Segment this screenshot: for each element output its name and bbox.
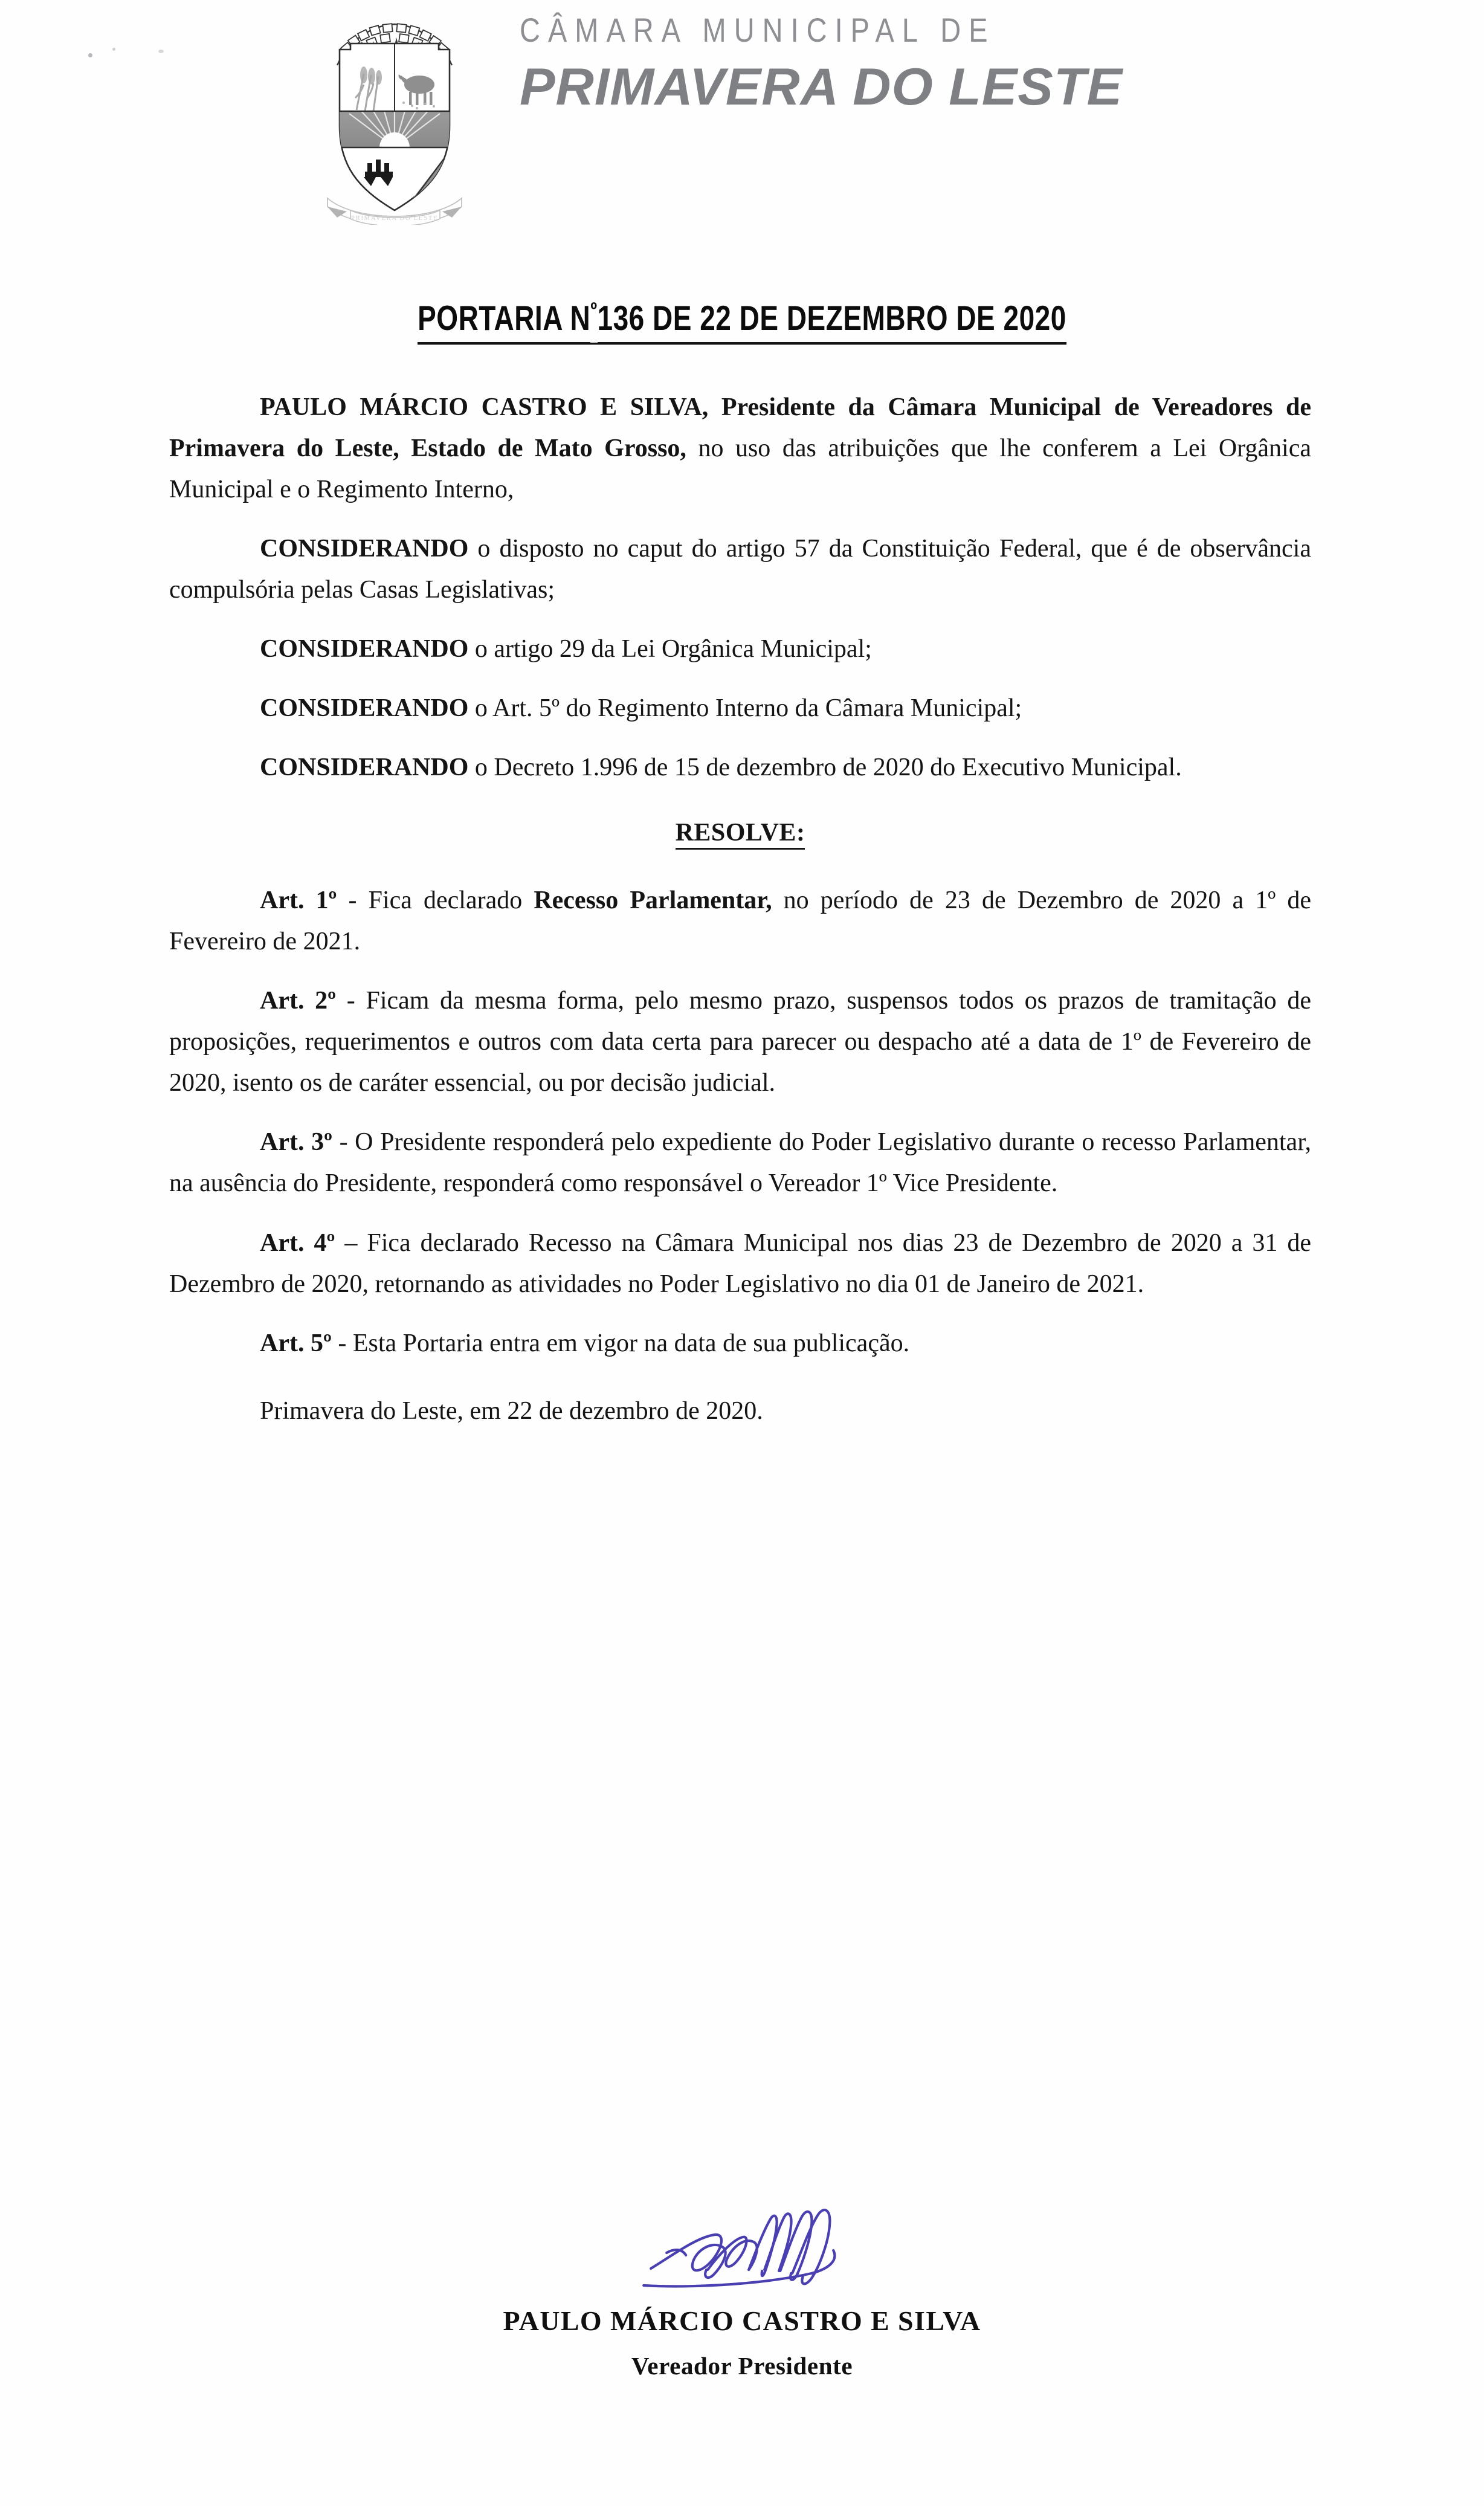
article-paragraph-4 (169, 1222, 1311, 1305)
preamble-rest: no uso das atribuições que lhe conferem a Lei Orgânica Municipal e o Regimento Interno, (169, 434, 1311, 504)
article-paragraph-1 (169, 880, 1311, 962)
signatory-role: Vereador Presidente (631, 2352, 853, 2380)
title-prefix: PORTARIA N (418, 297, 590, 344)
document-title-text (418, 297, 1066, 344)
article-label: Art. 2º (260, 987, 337, 1015)
article-label: Art. 4º (260, 1229, 335, 1257)
article-label: Art. 5º (260, 1329, 332, 1357)
article-label: Art. 1º (260, 886, 337, 915)
considerando-label: CONSIDERANDO (260, 635, 469, 664)
article-lead: - O Presidente responderá pelo expediente do Poder Legislativo durante o recesso Parlamentar, na ausência do Presidente, responderá como responsável o Vereador 1º Vice Presidente. (169, 1128, 1311, 1198)
article-emphasis: Recesso Parlamentar, (534, 886, 772, 915)
document-title (0, 297, 1484, 340)
preamble-paragraph (169, 387, 1311, 510)
article-label: Art. 3º (260, 1128, 332, 1157)
article-paragraph-5 (169, 1323, 1311, 1364)
document-header (0, 5, 1484, 228)
considerando-paragraph-3 (169, 688, 1311, 729)
considerando-text: o Art. 5º do Regimento Interno da Câmara Municipal; (468, 694, 1022, 723)
considerando-paragraph-2 (169, 628, 1311, 670)
organization-name-block (520, 11, 1184, 116)
considerando-label: CONSIDERANDO (260, 754, 469, 782)
org-line-primavera-do-leste: PRIMAVERA DO LESTE (520, 58, 1123, 116)
svg-text:PRIMAVERA DO LESTE: PRIMAVERA DO LESTE (350, 215, 439, 222)
coat-of-arms-icon (313, 7, 476, 225)
title-rest: 136 DE 22 DE DEZEMBRO DE 2020 (598, 297, 1066, 344)
signature-mark-icon (0, 2200, 1484, 2320)
resolve-heading-text: RESOLVE: (676, 819, 805, 850)
considerando-text: o disposto no caput do artigo 57 da Constituição Federal, que é de observância compulsória pelas Casas Legislativas; (169, 535, 1311, 604)
preamble-bold: PAULO MÁRCIO CASTRO E SILVA, Presidente da Câmara Municipal de Vereadores de Primavera do Leste, Estado de Mato Grosso, (169, 393, 1311, 463)
considerando-label: CONSIDERANDO (260, 694, 469, 723)
closing-line: Primavera do Leste, em 22 de dezembro de 2020. (260, 1397, 763, 1425)
article-lead: - Ficam da mesma forma, pelo mesmo prazo, suspensos todos os prazos de tramitação de proposições, requerimentos e outros com data certa para parecer ou despacho até a data de 1º de Fevereiro de 2020, isento os de caráter essencial, ou por decisão judicial. (169, 987, 1312, 1097)
article-paragraph-3 (169, 1122, 1311, 1204)
org-line-camara-municipal: CÂMARA MUNICIPAL DE (520, 11, 996, 49)
article-paragraph-2 (169, 980, 1311, 1103)
signatory-name: PAULO MÁRCIO CASTRO E SILVA (503, 2305, 981, 2336)
considerando-text: o Decreto 1.996 de 15 de dezembro de 2020 do Executivo Municipal. (468, 754, 1182, 782)
article-lead: – Fica declarado Recesso na Câmara Municipal nos dias 23 de Dezembro de 2020 a 31 de Dezembro de 2020, retornando as atividades no Poder Legislativo no dia 01 de Janeiro de 2021. (169, 1229, 1311, 1298)
considerando-paragraph-1 (169, 528, 1311, 610)
signature-block (0, 2200, 1484, 2380)
document-body (169, 387, 1311, 1450)
article-lead: - Fica declarado (337, 886, 534, 915)
considerando-label: CONSIDERANDO (260, 535, 469, 563)
title-ordinal: º (590, 298, 598, 321)
considerando-text: o artigo 29 da Lei Orgânica Municipal; (468, 635, 872, 664)
article-lead: - Esta Portaria entra em vigor na data de sua publicação. (331, 1329, 910, 1357)
resolve-heading (169, 812, 1311, 853)
considerando-paragraph-4 (169, 747, 1311, 788)
article-text: no período de 23 de Dezembro de 2020 a 1º de Fevereiro de 2021. (169, 886, 1311, 956)
